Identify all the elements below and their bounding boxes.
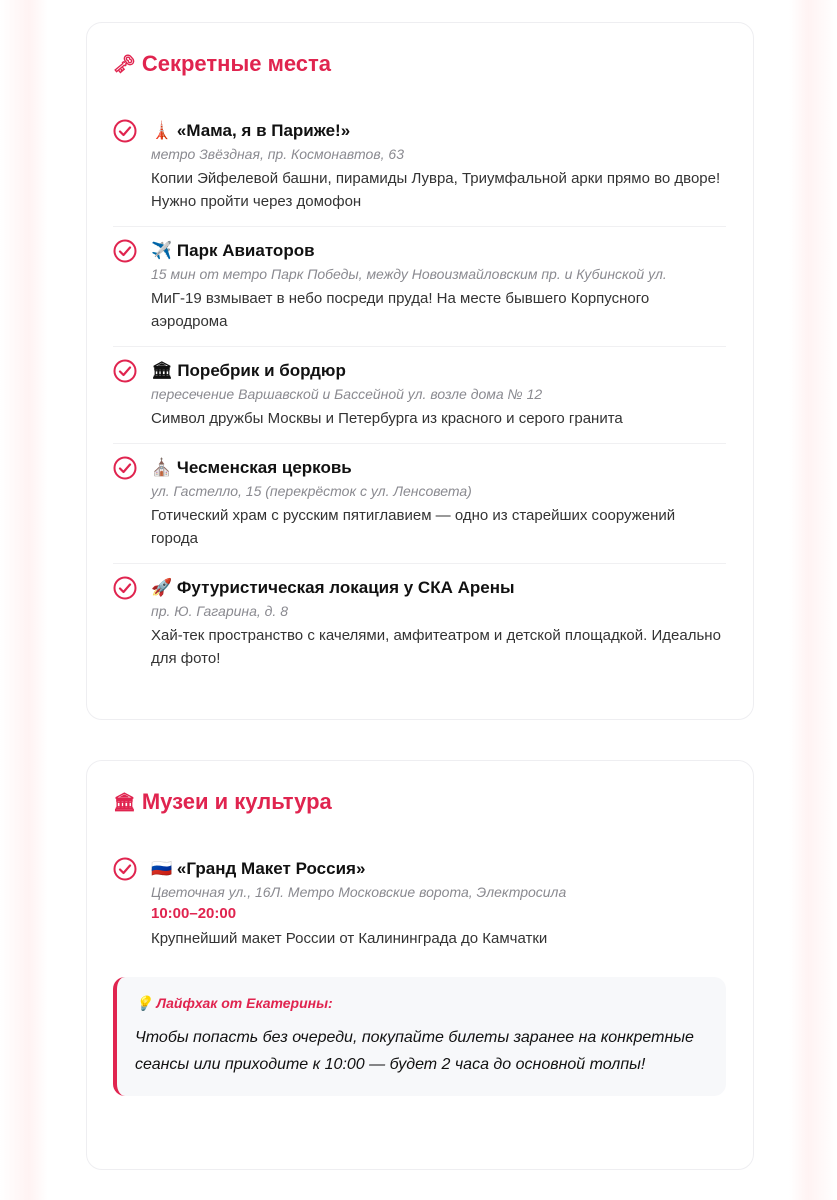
place-title [151, 578, 726, 598]
place-title-text: Футуристическая локация у СКА Арены [176, 578, 515, 597]
page-edge-left [0, 0, 48, 1200]
place-address: 15 мин от метро Парк Победы, между Новоизмайловским пр. и Кубинской ул. [151, 266, 667, 282]
opening-hours: 10:00–20:00 [151, 905, 237, 922]
check-circle-icon [113, 359, 137, 383]
lifehack-tip [113, 977, 726, 1096]
section-title-text: Музеи и культура [141, 789, 332, 814]
museum-icon: 🏛 [113, 791, 136, 812]
key-icon: 🗝 [113, 53, 136, 74]
place-title [151, 121, 726, 141]
check-circle-icon [113, 239, 137, 263]
place-address: пр. Ю. Гагарина, д. 8 [151, 603, 288, 619]
place-emoji-icon: ⛪ [151, 458, 173, 477]
place-description: Хай-тек пространство с качелями, амфитеатром и детской площадкой. Идеально для фото! [151, 627, 721, 667]
list-item [113, 227, 726, 347]
list-item [113, 444, 726, 564]
place-title-text: «Гранд Макет Россия» [176, 859, 366, 878]
tip-heading [135, 995, 708, 1012]
place-description: Готический храм с русским пятиглавием — одно из старейших сооружений города [151, 507, 676, 547]
section-title [113, 51, 726, 77]
list-item [113, 845, 726, 963]
place-title-text: Парк Авиаторов [176, 241, 315, 260]
place-title [151, 241, 726, 261]
list-item [113, 564, 726, 683]
place-emoji-icon: ✈️ [151, 241, 173, 260]
section-title [113, 789, 726, 815]
place-description: МиГ-19 взмывает в небо посреди пруда! На месте бывшего Корпусного аэродрома [151, 290, 650, 330]
check-circle-icon [113, 857, 137, 881]
place-title-text: Поребрик и бордюр [177, 361, 346, 380]
place-title [151, 361, 726, 381]
place-address: Цветочная ул., 16Л. Метро Московские ворота, Электросила [151, 884, 567, 900]
check-circle-icon [113, 576, 137, 600]
place-emoji-icon: 🗼 [151, 121, 173, 140]
place-title [151, 458, 726, 478]
place-address: метро Звёздная, пр. Космонавтов, 63 [151, 146, 404, 162]
place-emoji-icon: 🇷🇺 [151, 859, 173, 878]
secret-places-card [86, 22, 754, 720]
tip-heading-text: Лайфхак от Екатерины: [156, 995, 333, 1011]
place-description: Крупнейший макет России от Калининграда до Камчатки [151, 930, 548, 947]
place-emoji-icon: 🏛 [151, 361, 173, 380]
check-circle-icon [113, 456, 137, 480]
tip-text: Чтобы попасть без очереди, покупайте билеты заранее на конкретные сеансы или приходите к 10:00 — будет 2 часа до основной толпы! [135, 1029, 694, 1073]
place-description: Копии Эйфелевой башни, пирамиды Лувра, Триумфальной арки прямо во дворе! Нужно пройти через домофон [151, 170, 721, 210]
place-address: ул. Гастелло, 15 (перекрёсток с ул. Ленсовета) [151, 483, 472, 499]
museums-card [86, 760, 754, 1170]
place-address: пересечение Варшавской и Бассейной ул. возле дома № 12 [151, 386, 543, 402]
section-title-text: Секретные места [141, 51, 332, 76]
place-title-text: «Мама, я в Париже!» [176, 121, 351, 140]
lightbulb-icon: 💡 [135, 995, 153, 1011]
list-item [113, 347, 726, 444]
page-edge-right [789, 0, 837, 1200]
list-item [113, 107, 726, 227]
check-circle-icon [113, 119, 137, 143]
place-title-text: Чесменская церковь [176, 458, 352, 477]
place-title [151, 859, 726, 879]
place-description: Символ дружбы Москвы и Петербурга из красного и серого гранита [151, 410, 623, 427]
place-emoji-icon: 🚀 [151, 578, 173, 597]
